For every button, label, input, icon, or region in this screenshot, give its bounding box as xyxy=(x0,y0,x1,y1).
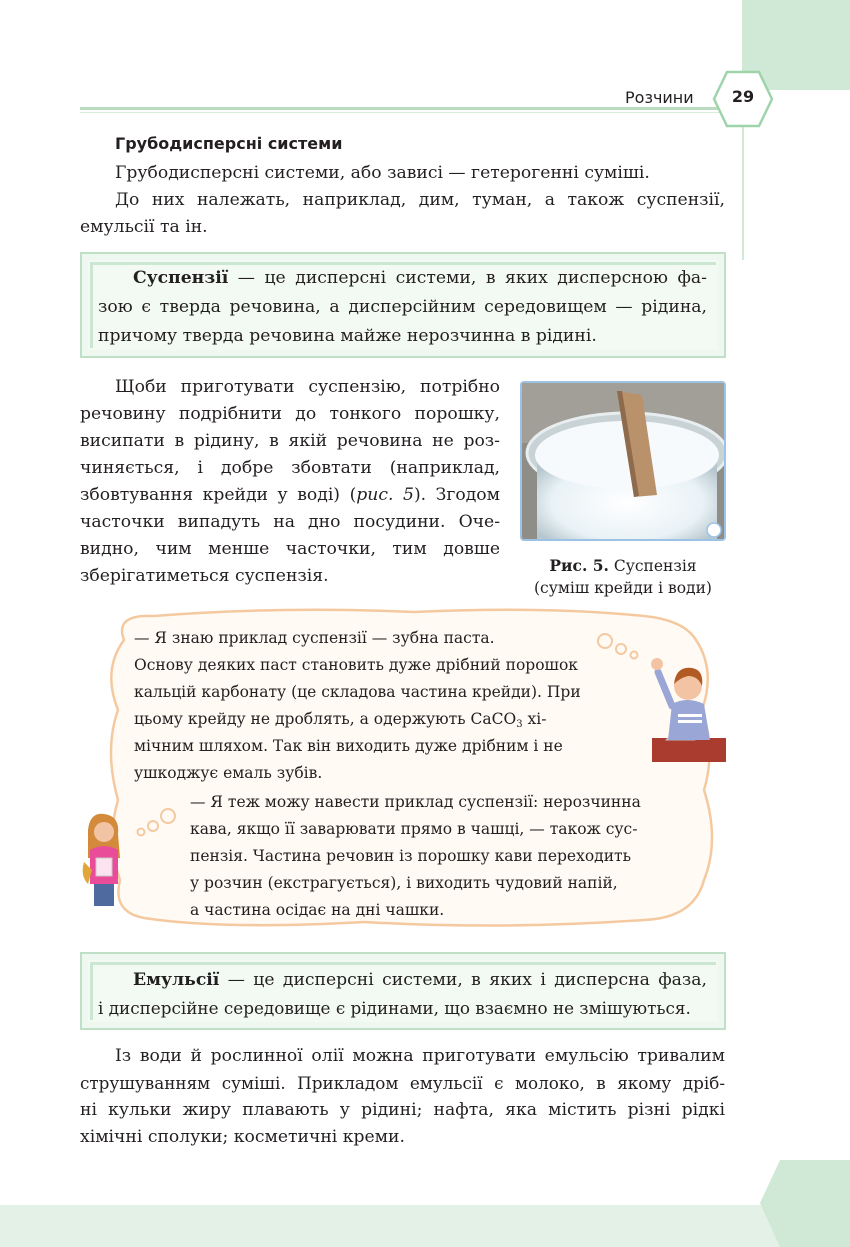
header-rule-thin xyxy=(80,112,720,113)
definition-line: причому тверда речовина майже нерозчинна в рідині. xyxy=(98,326,597,346)
paragraph-line: хімічні сполуки; косметичні креми. xyxy=(80,1127,405,1147)
paragraph-line: емульсії та ін. xyxy=(80,217,208,237)
dialog-line: мічним шляхом. Так він виходить дуже дрібним і не xyxy=(134,737,563,755)
boy-illustration xyxy=(642,640,726,762)
definition-line: Суспензії — це дисперсні системи, в яких дисперсною фа- xyxy=(133,268,707,288)
suspension-photo xyxy=(520,381,726,541)
dialog-line: а частина осідає на дні чашки. xyxy=(190,901,445,919)
dialog-line: пензія. Частина речовин із порошку кави переходить xyxy=(190,847,632,865)
paragraph-line: чиняється, і добре збовтати (наприклад, xyxy=(80,458,500,478)
dialog-line: кава, якщо її заварювати прямо в чашці, — також сус- xyxy=(190,820,638,838)
paragraph-line: зберігатиметься суспензія. xyxy=(80,566,329,586)
paragraph-line: До них належать, наприклад, дим, туман, а також суспензії, xyxy=(115,190,725,210)
paragraph-line: часточки випадуть на дно посудини. Оче- xyxy=(80,512,500,532)
section-title: Розчини xyxy=(625,88,694,107)
paragraph-line: струшуванням суміші. Прикладом емульсії є молоко, в якому дріб- xyxy=(80,1073,725,1093)
paragraph-line: висипати в рідину, в якій речовина не роз- xyxy=(80,431,500,451)
paragraph-line: видно, чим менше часточки, тим довше xyxy=(80,539,500,559)
girl-illustration xyxy=(80,810,128,910)
dialog-line: цьому крейду не дроблять, а одержують CaCO$_3$ хі- xyxy=(134,710,547,730)
figure-caption: Рис. 5. Суспензія (суміш крейди і води) xyxy=(534,556,712,597)
definition-line: Емульсії — це дисперсні системи, в яких і дисперсна фаза, xyxy=(133,970,707,990)
paragraph-line: Із води й рослинної олії можна приготувати емульсію тривалим xyxy=(115,1046,725,1066)
bottom-band xyxy=(0,1205,850,1247)
paragraph-line: речовину подрібнити до тонкого порошку, xyxy=(80,404,500,424)
figure-label: Рис. 5. xyxy=(549,556,609,575)
definition-line: зою є тверда речовина, а дисперсійним середовищем — рідина, xyxy=(98,297,707,317)
definition-line: і дисперсійне середовище є рідинами, що взаємно не змішуються. xyxy=(98,998,691,1018)
dialog-line: кальцій карбонату (це складова частина крейди). При xyxy=(134,683,581,701)
header-rule xyxy=(80,107,720,110)
paragraph-line: Щоби приготувати суспензію, потрібно xyxy=(115,377,500,397)
dialog-line: у розчин (екстрагується), і виходить чудовий напій, xyxy=(190,874,618,892)
section-heading: Грубодисперсні системи xyxy=(115,134,343,153)
definition-term: Емульсії xyxy=(133,970,220,990)
figure-reference: рис. 5 xyxy=(356,485,414,505)
dialog-line: ушкоджує емаль зубів. xyxy=(134,764,323,782)
paragraph-line: збовтування крейди у воді) (рис. 5). Згодом xyxy=(80,485,501,505)
dialog-line: Основу деяких паст становить дуже дрібний порошок xyxy=(134,656,578,674)
bottom-corner-hexagon xyxy=(760,1160,850,1247)
dialog-line: — Я теж можу навести приклад суспензії: нерозчинна xyxy=(190,793,641,811)
paragraph-line: Грубодисперсні системи, або зависі — гетерогенні суміші. xyxy=(115,163,650,183)
page-number: 29 xyxy=(731,87,755,106)
definition-term: Суспензії xyxy=(133,268,229,288)
paragraph-line: ні кульки жиру плавають у рідині; нафта, яка містить різні рідкі xyxy=(80,1100,725,1120)
dialog-line: — Я знаю приклад суспензії — зубна паста. xyxy=(134,629,495,647)
